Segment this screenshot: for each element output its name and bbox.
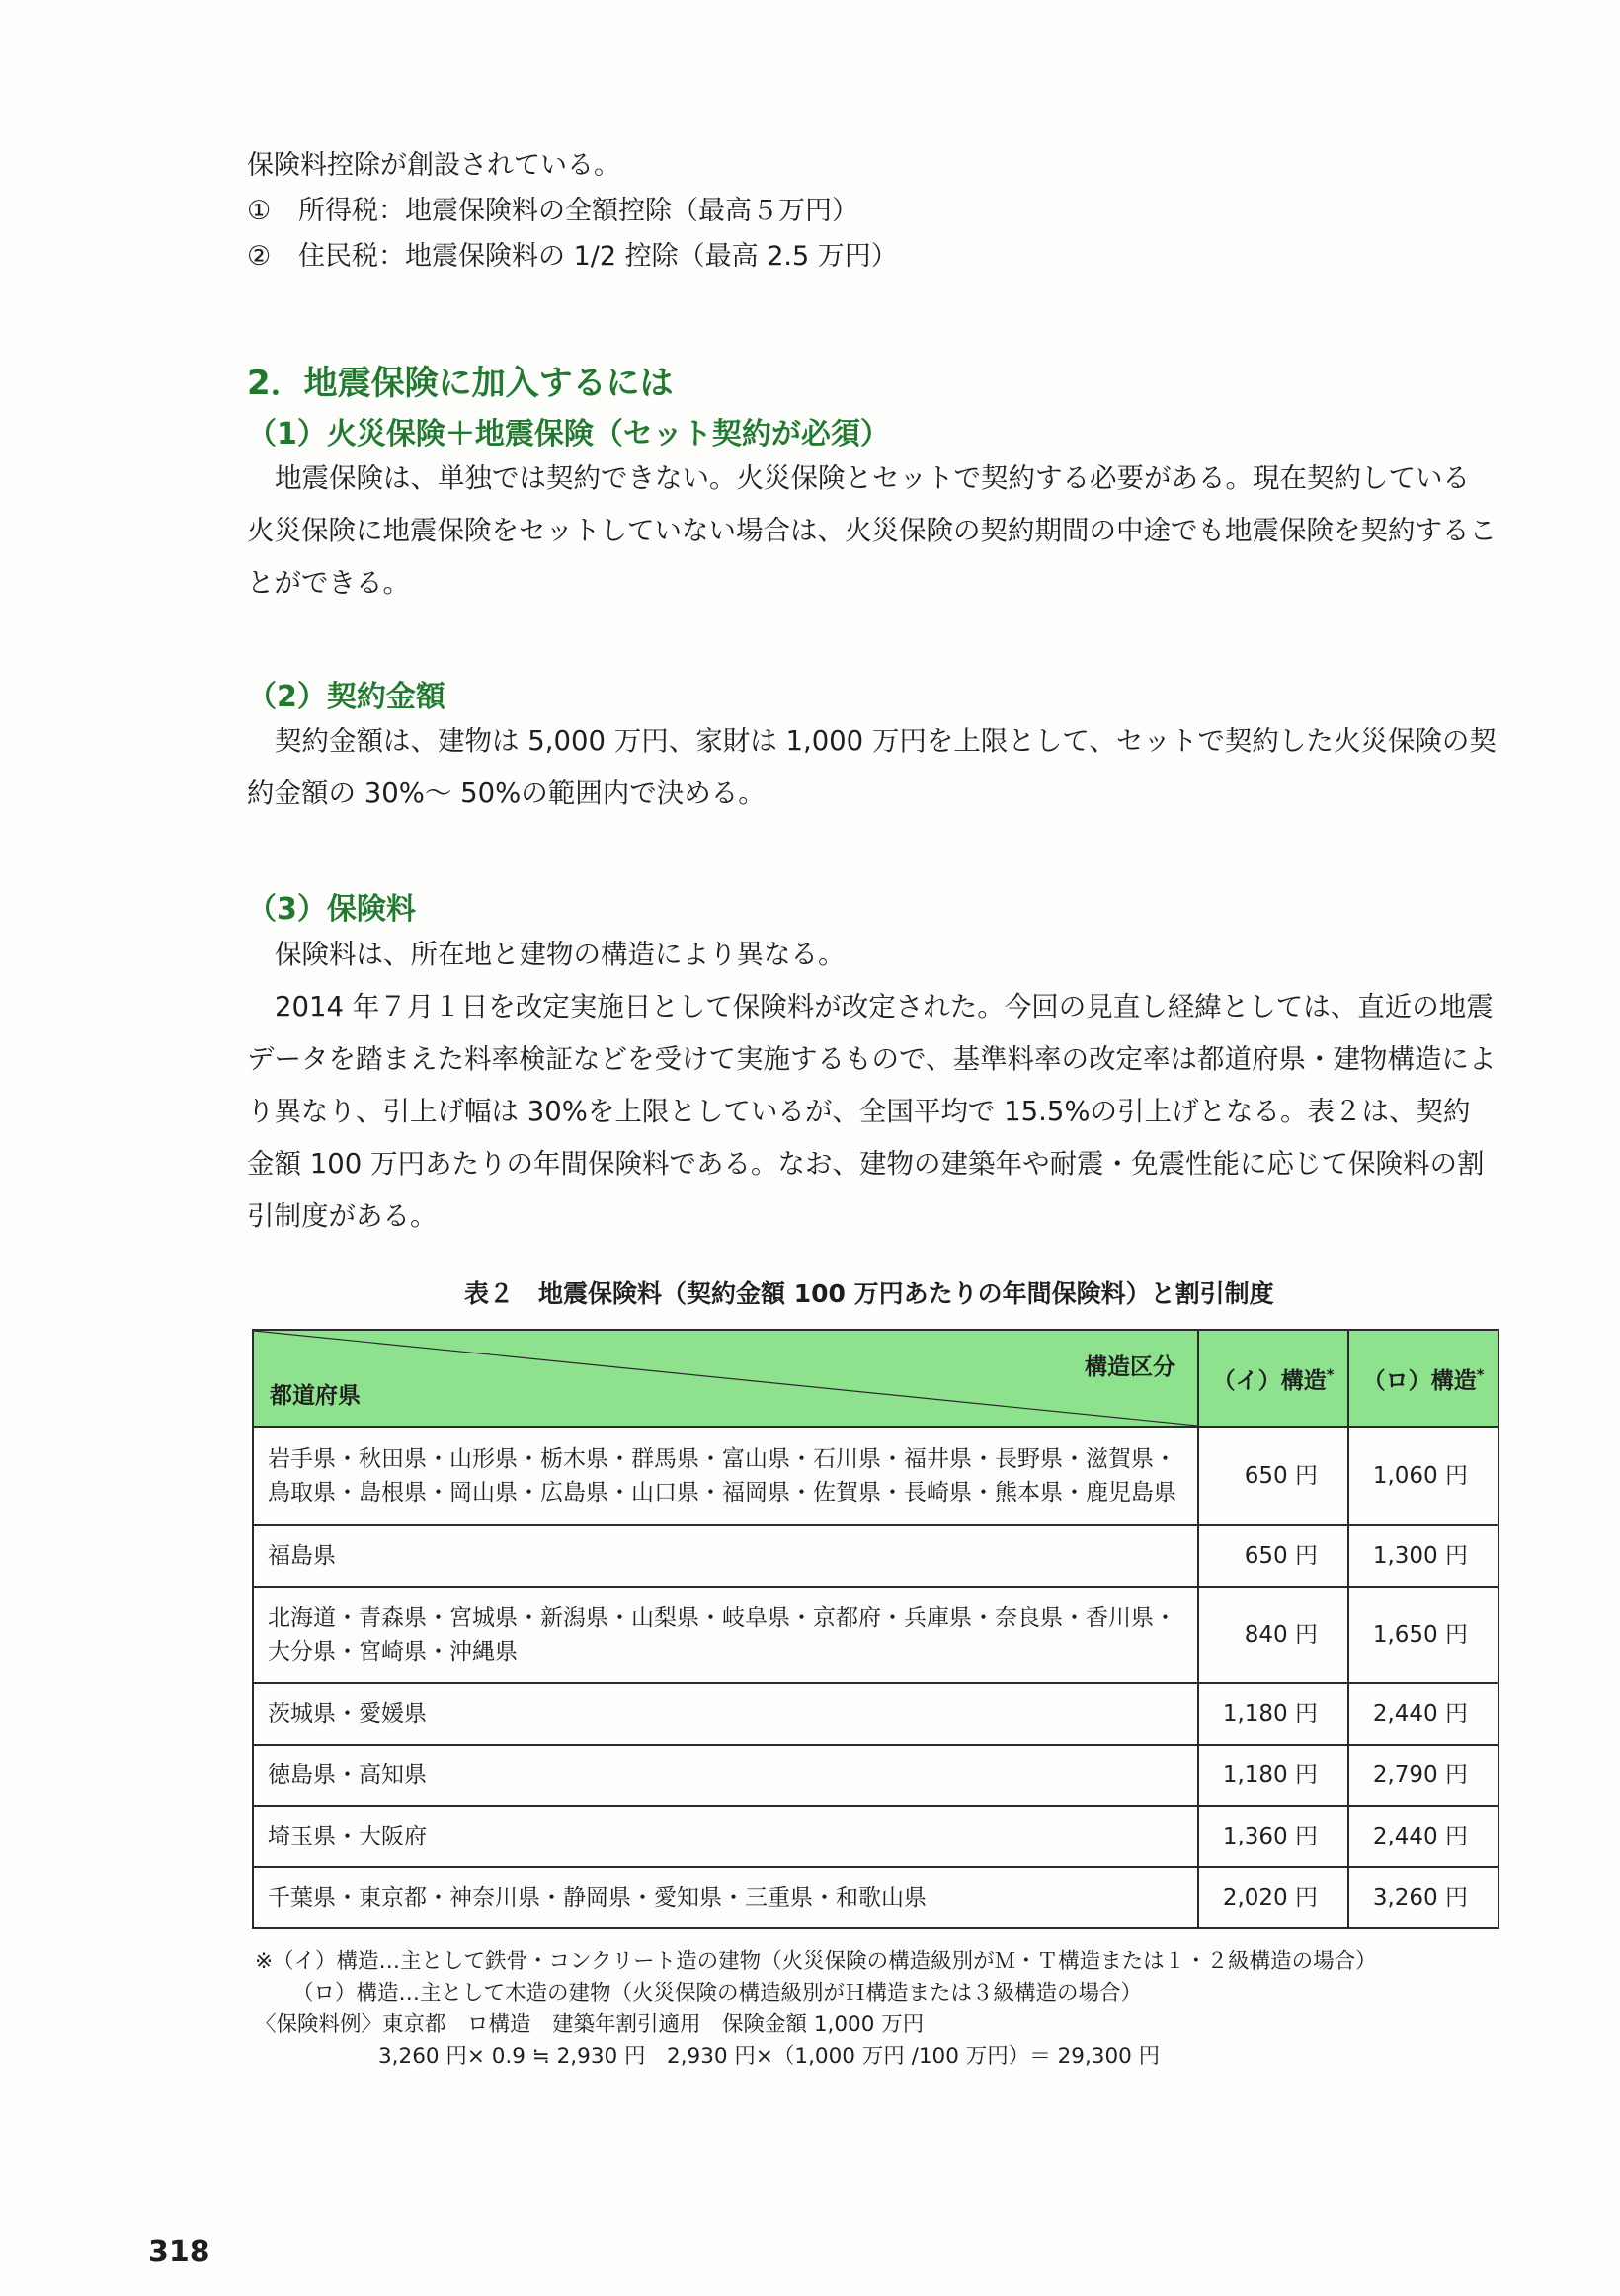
- price-b-cell: 2,440 円: [1348, 1806, 1498, 1867]
- item-number: ②: [247, 241, 272, 272]
- header-col-a: （イ）構造*: [1198, 1330, 1348, 1427]
- intro-item-2: [247, 237, 898, 277]
- header-prefecture-label: 都道府県: [270, 1383, 361, 1409]
- table-row: [253, 1587, 1498, 1683]
- price-a-cell: 1,180 円: [1198, 1745, 1348, 1806]
- table-row: [253, 1745, 1498, 1806]
- subsection-2-body: 契約金額は、建物は 5,000 万円、家財は 1,000 万円を上限として、セットで契約した火災保険の契約金額の 30%～ 50%の範囲内で決める。: [247, 725, 1497, 809]
- price-a-cell: 840 円: [1198, 1587, 1348, 1683]
- prefecture-cell: 千葉県・東京都・神奈川県・静岡県・愛知県・三重県・和歌山県: [253, 1867, 1198, 1928]
- subsection-3-body-2: 2014 年７月１日を改定実施日として保険料が改定された。今回の見直し経緯としては、直近の地震データを踏まえた料率検証などを受けて実施するもので、基準料率の改定率は都道府県・建物構造により異なり、引上げ幅は 30%を上限としているが、全国平均で 15.5%の引上げとなる。表２は、契約金額 100 万円あたりの年間保険料である。なお、建物の建築年や耐震・免震性能に応じて保険料の割引制度がある。: [247, 991, 1497, 1232]
- subsection-3-heading: （3）保険料: [247, 892, 416, 927]
- prefecture-cell: 岩手県・秋田県・山形県・栃木県・群馬県・富山県・石川県・福井県・長野県・滋賀県・鳥取県・島根県・岡山県・広島県・山口県・福岡県・佐賀県・長崎県・熊本県・鹿児島県: [253, 1427, 1198, 1525]
- price-a-cell: 1,180 円: [1198, 1683, 1348, 1745]
- prefecture-cell: 埼玉県・大阪府: [253, 1806, 1198, 1867]
- diagonal-line: [254, 1331, 1197, 1426]
- header-structure-label: 構造区分: [1085, 1354, 1175, 1380]
- table-row: [253, 1806, 1498, 1867]
- subsection-1-body: 地震保険は、単独では契約できない。火災保険とセットで契約する必要がある。現在契約している火災保険に地震保険をセットしていない場合は、火災保険の契約期間の中途でも地震保険を契約することができる。: [247, 462, 1497, 599]
- table-header-row: [253, 1330, 1498, 1427]
- note-structure-a: ※（イ）構造…主として鉄骨・コンクリート造の建物（火災保険の構造級別がＭ・Ｔ構造または１・２級構造の場合）: [255, 1949, 1377, 1974]
- table-row: [253, 1867, 1498, 1928]
- page-number: 318: [148, 2235, 210, 2269]
- intro-item-1: [247, 192, 898, 231]
- item-number: ①: [247, 196, 272, 226]
- price-b-cell: 2,790 円: [1348, 1745, 1498, 1806]
- table-row: [253, 1427, 1498, 1525]
- price-a-cell: 650 円: [1198, 1427, 1348, 1525]
- price-b-cell: 1,060 円: [1348, 1427, 1498, 1525]
- section-heading: 2．地震保険に加入するには: [247, 364, 674, 403]
- prefecture-cell: 茨城県・愛媛県: [253, 1683, 1198, 1745]
- premium-table: [252, 1329, 1499, 1929]
- table-caption: 表２ 地震保険料（契約金額 100 万円あたりの年間保険料）と割引制度: [464, 1279, 1274, 1308]
- price-a-cell: 650 円: [1198, 1525, 1348, 1587]
- item-text: 所得税：地震保険料の全額控除（最高５万円）: [298, 196, 858, 226]
- price-a-cell: 1,360 円: [1198, 1806, 1348, 1867]
- price-b-cell: 2,440 円: [1348, 1683, 1498, 1745]
- note-example-heading: 〈保険料例〉東京都 ロ構造 建築年割引適用 保険金額 1,000 万円: [255, 2012, 925, 2037]
- note-example-calc: 3,260 円× 0.9 ≒ 2,930 円 2,930 円×（1,000 万円 /100 万円）＝ 29,300 円: [378, 2044, 1161, 2069]
- intro-block: [247, 146, 898, 277]
- header-col-b: （ロ）構造*: [1348, 1330, 1498, 1427]
- header-diagonal-cell: [253, 1330, 1198, 1427]
- subsection-1-heading: （1）火災保険＋地震保険（セット契約が必須）: [247, 417, 890, 451]
- price-b-cell: 1,650 円: [1348, 1587, 1498, 1683]
- subsection-2-heading: （2）契約金額: [247, 680, 446, 714]
- table-row: [253, 1683, 1498, 1745]
- prefecture-cell: 北海道・青森県・宮城県・新潟県・山梨県・岐阜県・京都府・兵庫県・奈良県・香川県・大分県・宮崎県・沖縄県: [253, 1587, 1198, 1683]
- prefecture-cell: 徳島県・高知県: [253, 1745, 1198, 1806]
- note-structure-b: （ロ）構造…主として木造の建物（火災保険の構造級別がＨ構造または３級構造の場合）: [292, 1981, 1143, 2006]
- subsection-3-body-1: 保険料は、所在地と建物の構造により異なる。: [275, 939, 846, 970]
- item-text: 住民税：地震保険料の 1/2 控除（最高 2.5 万円）: [298, 241, 898, 272]
- price-b-cell: 3,260 円: [1348, 1867, 1498, 1928]
- prefecture-cell: 福島県: [253, 1525, 1198, 1587]
- price-a-cell: 2,020 円: [1198, 1867, 1348, 1928]
- intro-line: 保険料控除が創設されている。: [247, 150, 620, 181]
- table-notes: [255, 1946, 1377, 2073]
- table-row: [253, 1525, 1498, 1587]
- price-b-cell: 1,300 円: [1348, 1525, 1498, 1587]
